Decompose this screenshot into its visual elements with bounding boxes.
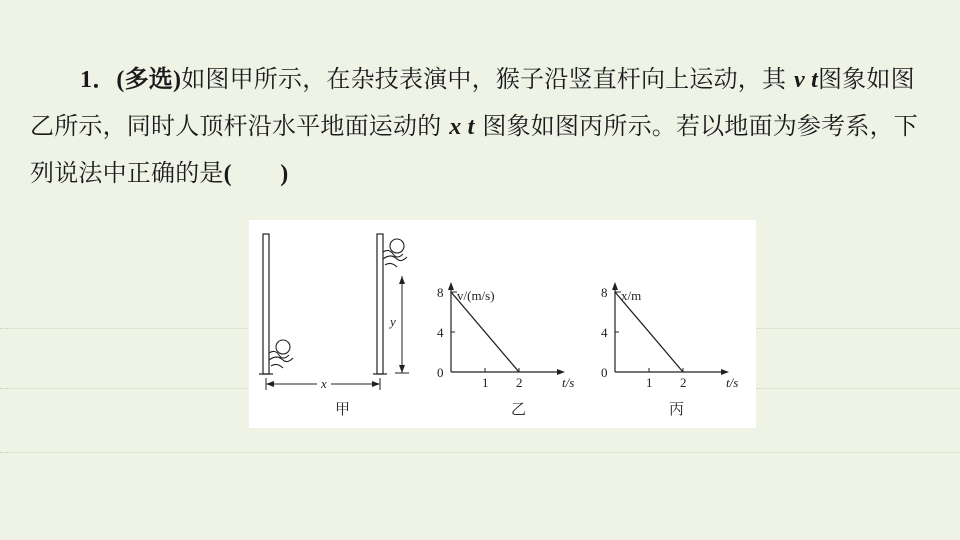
pole-left xyxy=(263,234,269,374)
y-label: y xyxy=(390,314,396,329)
x-label: x xyxy=(321,376,327,391)
yi-y-axis-arrow xyxy=(448,282,454,290)
variable-vt: v t xyxy=(794,67,818,93)
chart-yi xyxy=(437,282,574,418)
bing-y-axis-arrow xyxy=(612,282,618,290)
yi-x-tick-label: 2 xyxy=(516,375,523,390)
yi-origin-label: 0 xyxy=(437,365,444,380)
answer-blank: ( ) xyxy=(223,161,289,187)
x-arrow-head-right xyxy=(372,381,380,387)
question-number: 1． xyxy=(80,67,117,93)
y-arrow-head-up xyxy=(399,276,405,284)
figure-svg xyxy=(249,220,756,428)
yi-series-line xyxy=(451,292,519,372)
x-arrow-head-left xyxy=(266,381,274,387)
question-segment-1: 如图甲所示，在杂技表演中，猴子沿竖直杆向上运动，其 xyxy=(181,65,787,93)
chart-bing xyxy=(601,282,738,418)
yi-x-axis-label: t/s xyxy=(562,375,575,390)
caption-yi: 乙 xyxy=(511,402,527,418)
bing-y-axis-label: x/m xyxy=(621,288,642,303)
bing-y-tick-label: 8 xyxy=(601,285,608,300)
question-segment-3: 图象如图丙所示。若以地面为参考系，下列说法中正确的是 xyxy=(30,112,918,187)
figure-panel xyxy=(249,220,756,428)
caption-jia: 甲 xyxy=(335,402,351,418)
bing-series-line xyxy=(615,292,683,372)
question-text xyxy=(30,56,935,197)
caption-bing: 丙 xyxy=(669,402,685,418)
y-arrow-head-down xyxy=(399,365,405,373)
yi-x-tick-label: 1 xyxy=(482,375,489,390)
monkey-bottom-icon xyxy=(269,340,293,368)
yi-y-tick-label: 8 xyxy=(437,285,444,300)
bing-y-tick-label: 4 xyxy=(601,325,608,340)
bing-x-axis-label: t/s xyxy=(726,375,739,390)
yi-y-tick-label: 4 xyxy=(437,325,444,340)
pole-right xyxy=(377,234,383,374)
yi-y-axis-label: v/(m/s) xyxy=(457,288,495,303)
bing-x-tick-label: 1 xyxy=(646,375,653,390)
question-segment-2: 图象如图乙所示，同时人顶杆沿水平地面运动的 xyxy=(30,65,915,140)
question-tag: (多选) xyxy=(116,67,182,93)
variable-xt: x t xyxy=(449,114,475,140)
bing-x-tick-label: 2 xyxy=(680,375,687,390)
diagram-jia xyxy=(259,234,409,418)
monkey-top-icon xyxy=(383,239,407,267)
bing-origin-label: 0 xyxy=(601,365,608,380)
